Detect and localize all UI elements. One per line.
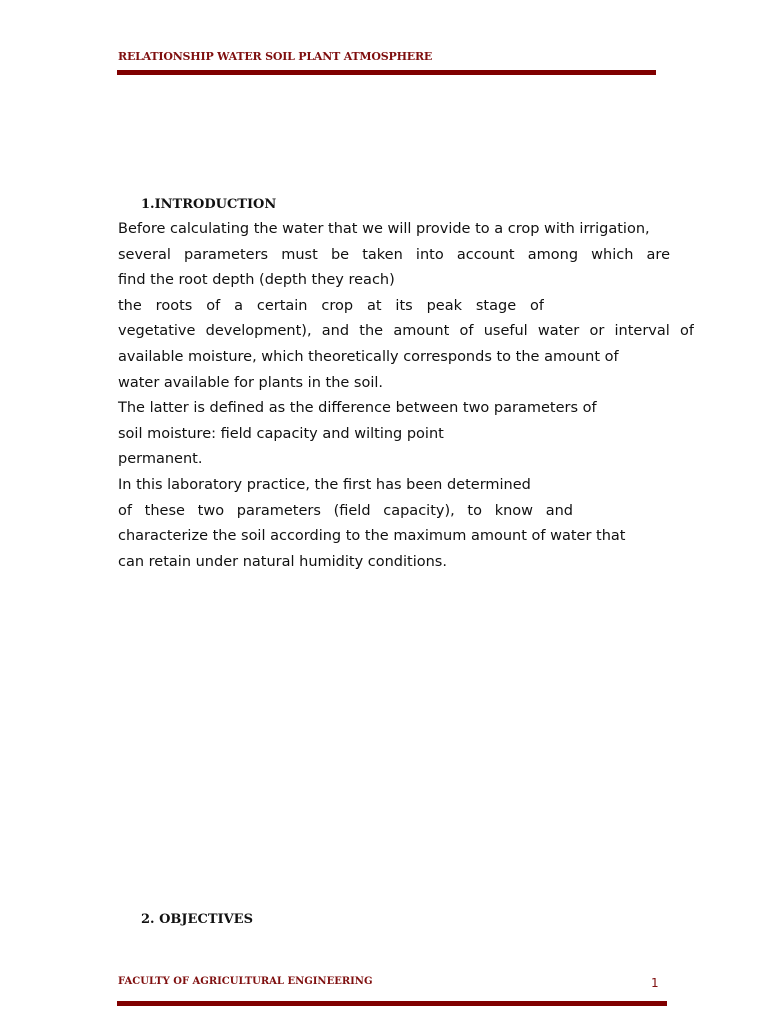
footer-title: FACULTY OF AGRICULTURAL ENGINEERING — [118, 976, 373, 987]
paragraph-line: can retain under natural humidity conditions. — [118, 553, 447, 570]
footer-rule — [117, 1001, 667, 1006]
header-rule — [117, 70, 656, 75]
paragraph-line: In this laboratory practice, the first has been determined — [118, 476, 531, 493]
page-number: 1 — [651, 976, 659, 990]
paragraph-line: several parameters must be taken into account among which are — [118, 246, 670, 263]
paragraph-line: the roots of a certain crop at its peak stage of — [118, 297, 544, 314]
paragraph-line: characterize the soil according to the maximum amount of water that — [118, 528, 626, 545]
introduction-heading: 1.INTRODUCTION — [141, 197, 277, 212]
paragraph-line: of these two parameters (field capacity), to know and — [118, 502, 573, 519]
introduction-body — [118, 217, 694, 575]
paragraph-line: available moisture, which theoretically corresponds to the amount of — [118, 348, 619, 365]
paragraph-line: vegetative development), and the amount of useful water or interval of — [118, 323, 694, 340]
paragraph-line: permanent. — [118, 451, 203, 468]
paragraph-line: water available for plants in the soil. — [118, 374, 384, 391]
paragraph-line: The latter is defined as the difference between two parameters of — [118, 400, 597, 417]
header-title: RELATIONSHIP WATER SOIL PLANT ATMOSPHERE — [118, 50, 433, 63]
paragraph-line: soil moisture: field capacity and wilting point — [118, 425, 444, 442]
paragraph-line: find the root depth (depth they reach) — [118, 272, 395, 289]
paragraph-line: Before calculating the water that we will provide to a crop with irrigation, — [118, 221, 650, 237]
objectives-heading: 2. OBJECTIVES — [141, 912, 253, 927]
